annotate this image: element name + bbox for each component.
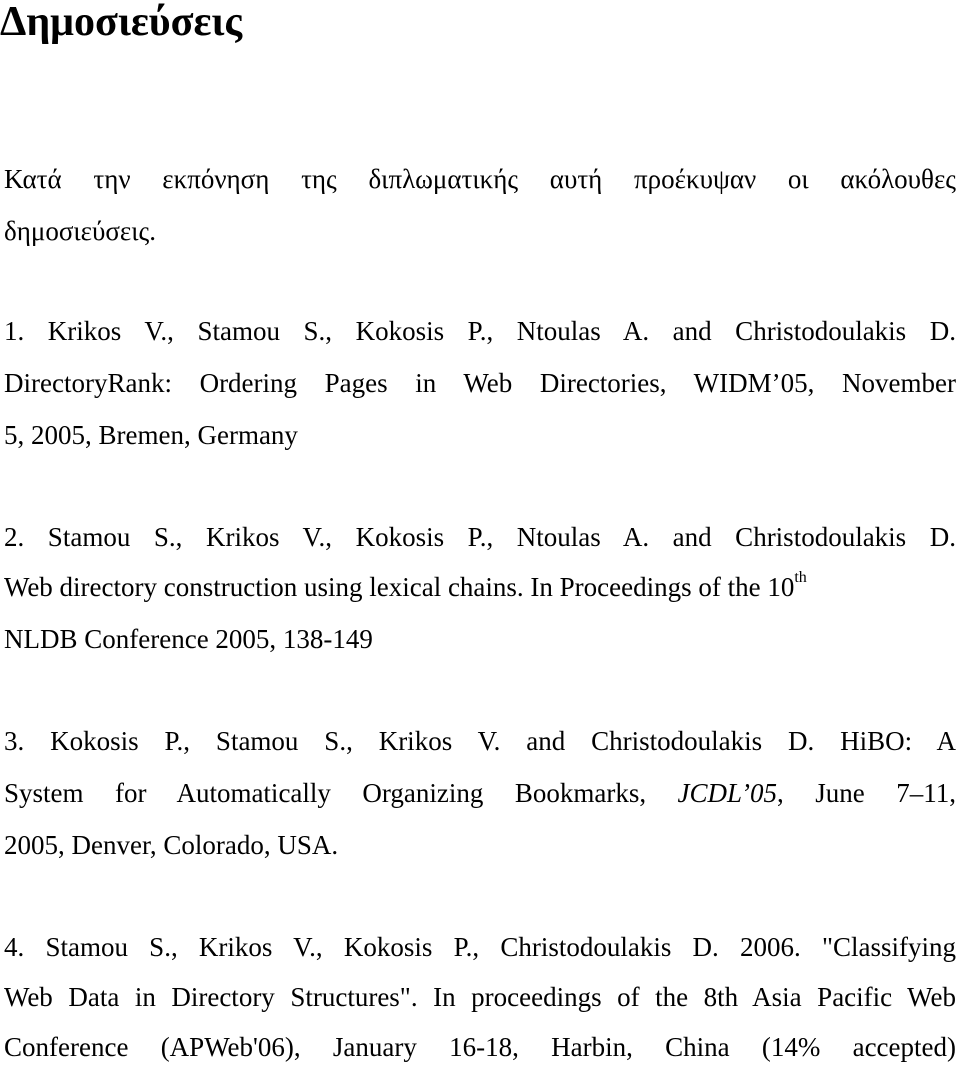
publication-1-line-2: DirectoryRank: Ordering Pages in Web Directories, WIDM’05, November bbox=[4, 368, 956, 398]
publication-1-line-1: 1. Krikos V., Stamou S., Kokosis P., Ntoulas A. and Christodoulakis D. bbox=[4, 316, 956, 346]
page-title: Δημοσιεύσεις bbox=[0, 0, 243, 45]
publication-4-line-1: 4. Stamou S., Krikos V., Kokosis P., Christodoulakis D. 2006. "Classifying bbox=[4, 932, 956, 962]
publication-3-line-1: 3. Kokosis P., Stamou S., Krikos V. and Christodoulakis D. HiBO: A bbox=[4, 726, 956, 756]
intro-line-1: Κατά την εκπόνηση της διπλωματικής αυτή προέκυψαν οι ακόλουθες bbox=[4, 164, 956, 194]
publication-3-line-2-post: , June 7–11, bbox=[777, 778, 956, 808]
publication-2-line-3: NLDB Conference 2005, 138-149 bbox=[4, 624, 373, 654]
publication-2-superscript: th bbox=[794, 569, 807, 586]
intro-line-2: δημοσιεύσεις. bbox=[4, 216, 156, 246]
publication-4-line-3: Conference (APWeb'06), January 16-18, Harbin, China (14% accepted) bbox=[4, 1032, 956, 1062]
publication-3-venue: JCDL’05 bbox=[677, 778, 778, 808]
publication-4-line-2: Web Data in Directory Structures". In proceedings of the 8th Asia Pacific Web bbox=[4, 982, 956, 1012]
publication-1-line-3: 5, 2005, Bremen, Germany bbox=[4, 420, 298, 450]
publication-3-line-2-pre: System for Automatically Organizing Bookmarks, bbox=[4, 778, 678, 808]
publication-2-line-2-text: Web directory construction using lexical chains. In Proceedings of the 10 bbox=[4, 572, 795, 602]
publication-2-line-1: 2. Stamou S., Krikos V., Kokosis P., Ntoulas A. and Christodoulakis D. bbox=[4, 522, 956, 552]
publication-3-line-2 bbox=[4, 776, 956, 810]
publication-3-line-3: 2005, Denver, Colorado, USA. bbox=[4, 830, 339, 860]
publication-2-line-2 bbox=[4, 570, 807, 604]
